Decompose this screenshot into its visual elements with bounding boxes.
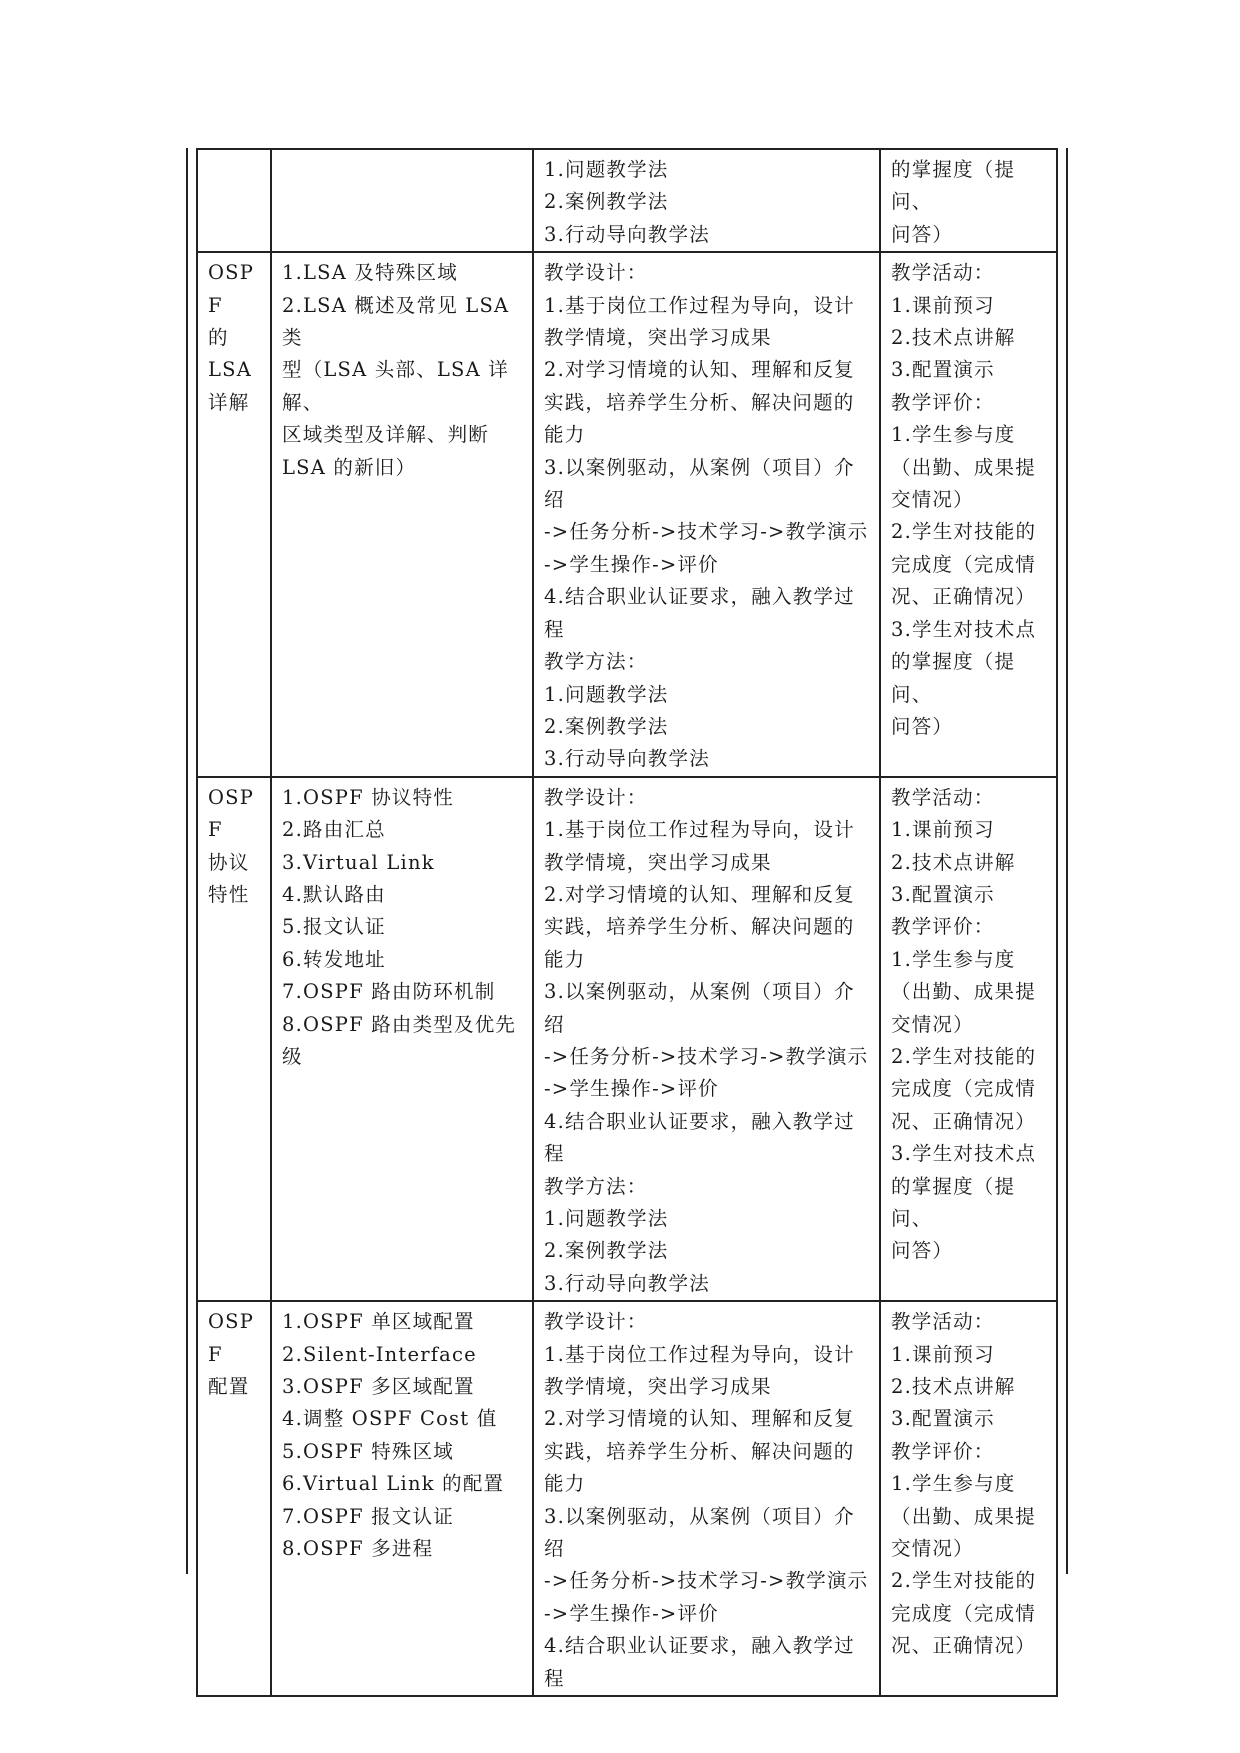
cell-text-line: 8.OSPF 路由类型及优先	[282, 1012, 517, 1036]
cell-text-line: 1.学生参与度	[891, 423, 1016, 447]
cell-text-line: 教学设计：	[544, 1310, 648, 1334]
cell-text-line: 3.以案例驱动，从案例（项目）介绍	[544, 455, 855, 512]
cell-text-line: 完成度（完成情	[891, 1601, 1036, 1625]
cell-text-line: 能力	[544, 947, 586, 971]
cell-text-line: 1.问题教学法	[544, 1207, 669, 1230]
course-table-container	[186, 148, 1064, 1697]
cell-text-line: 3.学生对技术点	[891, 617, 1037, 641]
cell-text-line: 教学活动：	[891, 1310, 995, 1334]
course-table-body	[197, 149, 1057, 1696]
cell-text-line: 况、正确情况）	[891, 1109, 1036, 1133]
cell-text-line: 问答）	[891, 714, 954, 738]
cell-text-line: 2.学生对技能的	[891, 1569, 1037, 1593]
content-cell	[271, 252, 533, 777]
cell-text-line: 教学方法：	[544, 650, 648, 674]
topic-cell	[197, 252, 271, 777]
cell-text-line: OSPF	[208, 261, 255, 317]
cell-text-line: 问答）	[891, 222, 954, 246]
cell-text-line: 3.配置演示	[891, 358, 995, 382]
cell-text-line: 2.案例教学法	[544, 190, 669, 214]
cell-text-line: 2.技术点讲解	[891, 326, 1016, 350]
cell-text-line: 7.OSPF 路由防环机制	[282, 980, 496, 1004]
cell-text-line: 教学评价：	[891, 1439, 995, 1463]
cell-text-line: 程	[544, 617, 565, 641]
cell-text-line: 3.行动导向教学法	[544, 222, 710, 246]
cell-text-line: 7.OSPF 报文认证	[282, 1504, 454, 1528]
cell-text-line: 能力	[544, 1472, 586, 1496]
cell-text-line: 教学方法：	[544, 1174, 648, 1198]
cell-text-line: ->任务分析->技术学习->教学演示	[544, 1569, 869, 1593]
cell-text-line: 教学情境，突出学习成果	[544, 326, 772, 350]
cell-text-line: 2.路由汇总	[282, 818, 386, 842]
cell-text-line: （出勤、成果提	[891, 455, 1036, 479]
cell-text-line: 的掌握度（提问、	[891, 158, 1016, 214]
teaching-activity-cell	[880, 252, 1057, 777]
table-outer-right-border	[1066, 148, 1068, 1574]
cell-text-line: 3.行动导向教学法	[544, 747, 710, 771]
content-cell	[271, 777, 533, 1302]
cell-text-line: 问答）	[891, 1239, 954, 1263]
cell-text-line: （出勤、成果提	[891, 980, 1036, 1004]
cell-text-line: 1.基于岗位工作过程为导向，设计	[544, 1342, 855, 1366]
teaching-design-cell	[533, 252, 880, 777]
cell-text-line: 能力	[544, 423, 586, 447]
cell-text-line: ->任务分析->技术学习->教学演示	[544, 520, 869, 544]
cell-text-line: 2.技术点讲解	[891, 850, 1016, 874]
teaching-design-cell	[533, 777, 880, 1302]
cell-text-line: 3.Virtual Link	[282, 850, 435, 874]
cell-text-line: 协议	[208, 850, 250, 874]
cell-text-line: 1.OSPF 单区域配置	[282, 1310, 475, 1334]
cell-text-line: 教学评价：	[891, 915, 995, 939]
cell-text-line: 3.学生对技术点	[891, 1142, 1037, 1166]
cell-text-line: 详解	[208, 390, 250, 414]
teaching-design-cell	[533, 149, 880, 252]
cell-text-line: 的	[208, 326, 229, 350]
cell-text-line: 8.OSPF 多进程	[282, 1537, 434, 1561]
cell-text-line: 1.课前预习	[891, 293, 995, 317]
cell-text-line: 完成度（完成情	[891, 1077, 1036, 1101]
cell-text-line: 教学设计：	[544, 261, 648, 285]
cell-text-line: 2.学生对技能的	[891, 520, 1037, 544]
cell-text-line: 1.学生参与度	[891, 1472, 1016, 1496]
cell-text-line: 2.对学习情境的认知、理解和反复	[544, 358, 855, 382]
cell-text-line: 型（LSA 头部、LSA 详解、	[282, 358, 509, 414]
cell-text-line: 5.OSPF 特殊区域	[282, 1439, 454, 1463]
cell-text-line: 2.LSA 概述及常见 LSA 类	[282, 293, 517, 350]
cell-text-line: 交情况）	[891, 488, 974, 512]
cell-text-line: 1.问题教学法	[544, 682, 669, 706]
cell-text-line: 3.OSPF 多区域配置	[282, 1375, 475, 1399]
topic-cell	[197, 149, 271, 252]
cell-text-line: 的掌握度（提问、	[891, 1174, 1016, 1230]
cell-text-line: 实践，培养学生分析、解决问题的	[544, 915, 855, 939]
cell-text-line: LSA	[208, 358, 252, 382]
cell-text-line: 4.结合职业认证要求，融入教学过	[544, 1634, 855, 1658]
content-cell	[271, 149, 533, 252]
cell-text-line: 2.对学习情境的认知、理解和反复	[544, 1407, 855, 1431]
cell-text-line: 1.OSPF 协议特性	[282, 785, 454, 809]
teaching-design-cell	[533, 1301, 880, 1696]
topic-cell	[197, 1301, 271, 1696]
table-row	[197, 777, 1057, 1302]
cell-text-line: 程	[544, 1142, 565, 1166]
teaching-activity-cell	[880, 149, 1057, 252]
cell-text-line: 2.对学习情境的认知、理解和反复	[544, 882, 855, 906]
cell-text-line: 2.Silent-Interface	[282, 1342, 477, 1366]
table-row	[197, 149, 1057, 252]
table-row	[197, 1301, 1057, 1696]
cell-text-line: 6.转发地址	[282, 947, 386, 971]
cell-text-line: 教学活动：	[891, 261, 995, 285]
cell-text-line: 4.结合职业认证要求，融入教学过	[544, 585, 855, 609]
cell-text-line: 2.技术点讲解	[891, 1375, 1016, 1399]
cell-text-line: 3.配置演示	[891, 1407, 995, 1431]
cell-text-line: 级	[282, 1044, 303, 1068]
cell-text-line: LSA 的新旧）	[282, 455, 417, 479]
cell-text-line: 6.Virtual Link 的配置	[282, 1472, 505, 1496]
cell-text-line: ->学生操作->评价	[544, 1077, 719, 1101]
cell-text-line: 交情况）	[891, 1012, 974, 1036]
cell-text-line: 2.案例教学法	[544, 714, 669, 738]
cell-text-line: 3.以案例驱动，从案例（项目）介绍	[544, 1504, 855, 1561]
cell-text-line: 区域类型及详解、判断	[282, 423, 490, 447]
cell-text-line: 程	[544, 1666, 565, 1690]
cell-text-line: 3.配置演示	[891, 882, 995, 906]
cell-text-line: 1.课前预习	[891, 1342, 995, 1366]
cell-text-line: OSPF	[208, 785, 255, 842]
cell-text-line: 教学活动：	[891, 785, 995, 809]
cell-text-line: ->任务分析->技术学习->教学演示	[544, 1044, 869, 1068]
cell-text-line: 1.基于岗位工作过程为导向，设计	[544, 293, 855, 317]
cell-text-line: 教学情境，突出学习成果	[544, 1375, 772, 1399]
cell-text-line: 2.案例教学法	[544, 1239, 669, 1263]
cell-text-line: 1.问题教学法	[544, 158, 669, 181]
cell-text-line: OSPF	[208, 1310, 255, 1366]
cell-text-line: 3.行动导向教学法	[544, 1271, 710, 1295]
cell-text-line: 1.基于岗位工作过程为导向，设计	[544, 818, 855, 842]
cell-text-line: ->学生操作->评价	[544, 1601, 719, 1625]
cell-text-line: 的掌握度（提问、	[891, 650, 1016, 706]
cell-text-line: ->学生操作->评价	[544, 552, 719, 576]
cell-text-line: 1.课前预习	[891, 818, 995, 842]
cell-text-line: 2.学生对技能的	[891, 1044, 1037, 1068]
cell-text-line: 4.默认路由	[282, 882, 386, 906]
table-row	[197, 252, 1057, 777]
cell-text-line: 1.LSA 及特殊区域	[282, 261, 458, 285]
cell-text-line: 教学情境，突出学习成果	[544, 850, 772, 874]
cell-text-line: 4.结合职业认证要求，融入教学过	[544, 1109, 855, 1133]
cell-text-line: 完成度（完成情	[891, 552, 1036, 576]
cell-text-line: 教学设计：	[544, 785, 648, 809]
cell-text-line: 配置	[208, 1375, 250, 1399]
cell-text-line: 特性	[208, 882, 250, 906]
teaching-activity-cell	[880, 1301, 1057, 1696]
course-table	[196, 148, 1058, 1697]
cell-text-line: 教学评价：	[891, 390, 995, 414]
cell-text-line: （出勤、成果提	[891, 1504, 1036, 1528]
cell-text-line: 3.以案例驱动，从案例（项目）介绍	[544, 980, 855, 1036]
cell-text-line: 4.调整 OSPF Cost 值	[282, 1407, 498, 1431]
cell-text-line: 况、正确情况）	[891, 585, 1036, 609]
cell-text-line: 1.学生参与度	[891, 947, 1016, 971]
topic-cell	[197, 777, 271, 1302]
cell-text-line: 5.报文认证	[282, 915, 386, 939]
cell-text-line: 实践，培养学生分析、解决问题的	[544, 390, 855, 414]
teaching-activity-cell	[880, 777, 1057, 1302]
content-cell	[271, 1301, 533, 1696]
cell-text-line: 况、正确情况）	[891, 1634, 1036, 1658]
cell-text-line: 实践，培养学生分析、解决问题的	[544, 1439, 855, 1463]
cell-text-line: 交情况）	[891, 1537, 974, 1561]
